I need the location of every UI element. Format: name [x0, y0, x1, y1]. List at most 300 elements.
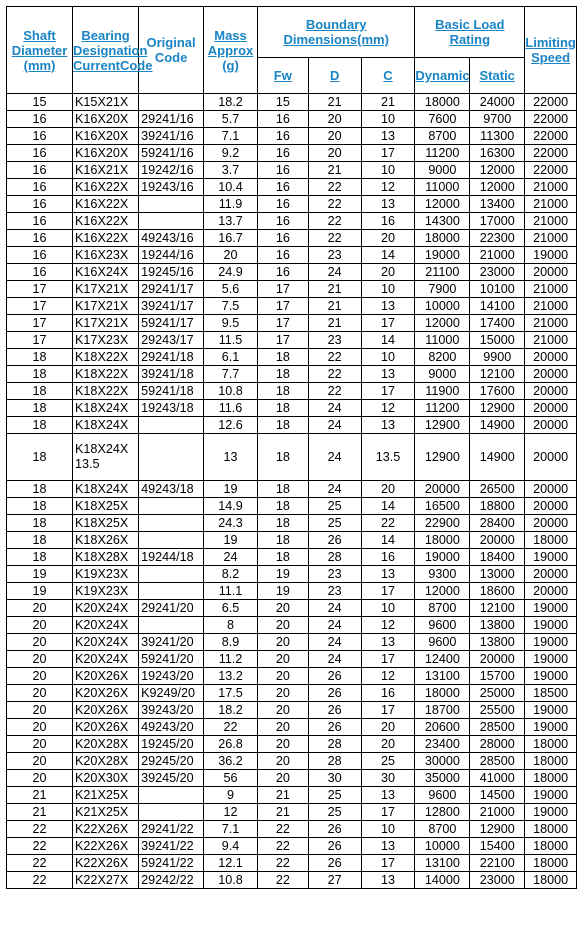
cell-bearing-code: K20X24X: [73, 617, 139, 634]
cell-shaft-diameter: 16: [7, 247, 73, 264]
cell-static-load: 25000: [470, 685, 525, 702]
header-bearing-designation[interactable]: Bearing Designation CurrentCode: [73, 7, 139, 94]
cell-bearing-code: K21X25X: [73, 804, 139, 821]
cell-original-code: [139, 94, 204, 111]
cell-mass: 3.7: [204, 162, 258, 179]
table-row: [7, 111, 577, 128]
cell-shaft-diameter: 16: [7, 145, 73, 162]
cell-mass: 56: [204, 770, 258, 787]
cell-dynamic-load: 11000: [415, 332, 470, 349]
cell-fw: 19: [257, 566, 308, 583]
cell-static-load: 17600: [470, 383, 525, 400]
table-row: [7, 417, 577, 434]
cell-limiting-speed: 20000: [525, 264, 577, 281]
cell-d: 25: [308, 515, 361, 532]
cell-mass: 16.7: [204, 230, 258, 247]
cell-dynamic-load: 9600: [415, 617, 470, 634]
cell-c: 10: [361, 821, 415, 838]
cell-original-code: [139, 417, 204, 434]
cell-d: 28: [308, 736, 361, 753]
cell-original-code: 29241/20: [139, 600, 204, 617]
cell-bearing-code: K18X28X: [73, 549, 139, 566]
cell-mass: 8: [204, 617, 258, 634]
cell-fw: 18: [257, 498, 308, 515]
cell-original-code: 19245/16: [139, 264, 204, 281]
cell-c: 16: [361, 213, 415, 230]
cell-fw: 20: [257, 770, 308, 787]
cell-limiting-speed: 19000: [525, 719, 577, 736]
cell-c: 13.5: [361, 434, 415, 481]
cell-bearing-code: K16X24X: [73, 264, 139, 281]
header-shaft-diameter[interactable]: Shaft Diameter (mm): [7, 7, 73, 94]
cell-dynamic-load: 12000: [415, 315, 470, 332]
cell-limiting-speed: 19000: [525, 247, 577, 264]
header-limiting-speed[interactable]: Limiting Speed: [525, 7, 577, 94]
cell-bearing-code: K22X26X: [73, 838, 139, 855]
cell-c: 13: [361, 128, 415, 145]
cell-shaft-diameter: 18: [7, 400, 73, 417]
cell-fw: 16: [257, 264, 308, 281]
cell-dynamic-load: 9000: [415, 162, 470, 179]
cell-c: 13: [361, 196, 415, 213]
table-row: [7, 634, 577, 651]
cell-fw: 21: [257, 787, 308, 804]
cell-dynamic-load: 8700: [415, 600, 470, 617]
header-static[interactable]: Static: [470, 58, 525, 94]
cell-shaft-diameter: 20: [7, 702, 73, 719]
cell-fw: 17: [257, 315, 308, 332]
table-row: [7, 298, 577, 315]
header-c[interactable]: C: [361, 58, 415, 94]
header-dynamic[interactable]: Dynamic: [415, 58, 470, 94]
table-row: [7, 515, 577, 532]
table-row: [7, 719, 577, 736]
cell-bearing-code: K20X28X: [73, 753, 139, 770]
cell-fw: 18: [257, 532, 308, 549]
cell-shaft-diameter: 18: [7, 383, 73, 400]
cell-limiting-speed: 18000: [525, 532, 577, 549]
cell-static-load: 16300: [470, 145, 525, 162]
cell-c: 17: [361, 651, 415, 668]
cell-c: 20: [361, 719, 415, 736]
cell-fw: 18: [257, 366, 308, 383]
cell-shaft-diameter: 22: [7, 821, 73, 838]
cell-dynamic-load: 23400: [415, 736, 470, 753]
cell-dynamic-load: 19000: [415, 247, 470, 264]
cell-fw: 21: [257, 804, 308, 821]
cell-d: 22: [308, 196, 361, 213]
cell-limiting-speed: 19000: [525, 668, 577, 685]
cell-d: 21: [308, 298, 361, 315]
table-row: [7, 702, 577, 719]
cell-mass: 13: [204, 434, 258, 481]
cell-d: 25: [308, 804, 361, 821]
cell-limiting-speed: 21000: [525, 179, 577, 196]
cell-limiting-speed: 21000: [525, 213, 577, 230]
cell-shaft-diameter: 17: [7, 298, 73, 315]
cell-limiting-speed: 18000: [525, 736, 577, 753]
cell-original-code: 29241/17: [139, 281, 204, 298]
cell-c: 17: [361, 702, 415, 719]
cell-bearing-code: K16X22X: [73, 213, 139, 230]
cell-dynamic-load: 18700: [415, 702, 470, 719]
cell-d: 26: [308, 702, 361, 719]
cell-fw: 16: [257, 179, 308, 196]
table-row: [7, 315, 577, 332]
table-row: [7, 349, 577, 366]
cell-bearing-code: K16X22X: [73, 179, 139, 196]
cell-d: 24: [308, 600, 361, 617]
cell-static-load: 22100: [470, 855, 525, 872]
bearing-table-container: [6, 6, 577, 889]
cell-fw: 20: [257, 685, 308, 702]
cell-fw: 17: [257, 281, 308, 298]
cell-d: 23: [308, 583, 361, 600]
cell-dynamic-load: 9600: [415, 787, 470, 804]
cell-fw: 20: [257, 651, 308, 668]
table-row: [7, 162, 577, 179]
cell-static-load: 28500: [470, 719, 525, 736]
cell-shaft-diameter: 20: [7, 736, 73, 753]
cell-limiting-speed: 21000: [525, 298, 577, 315]
cell-bearing-code: K18X25X: [73, 498, 139, 515]
cell-shaft-diameter: 16: [7, 128, 73, 145]
cell-limiting-speed: 21000: [525, 281, 577, 298]
cell-d: 20: [308, 128, 361, 145]
cell-shaft-diameter: 18: [7, 515, 73, 532]
cell-limiting-speed: 20000: [525, 400, 577, 417]
table-row: [7, 498, 577, 515]
cell-dynamic-load: 9000: [415, 366, 470, 383]
cell-static-load: 18400: [470, 549, 525, 566]
cell-c: 16: [361, 549, 415, 566]
cell-c: 22: [361, 515, 415, 532]
cell-original-code: 39245/20: [139, 770, 204, 787]
cell-mass: 6.5: [204, 600, 258, 617]
cell-fw: 18: [257, 383, 308, 400]
cell-c: 21: [361, 94, 415, 111]
cell-bearing-code: K16X22X: [73, 230, 139, 247]
cell-limiting-speed: 19000: [525, 600, 577, 617]
cell-c: 10: [361, 281, 415, 298]
header-fw[interactable]: Fw: [257, 58, 308, 94]
cell-bearing-code: K19X23X: [73, 566, 139, 583]
cell-limiting-speed: 22000: [525, 145, 577, 162]
cell-static-load: 22300: [470, 230, 525, 247]
table-row: [7, 400, 577, 417]
cell-mass: 36.2: [204, 753, 258, 770]
cell-d: 26: [308, 821, 361, 838]
cell-limiting-speed: 19000: [525, 702, 577, 719]
cell-mass: 10.8: [204, 383, 258, 400]
cell-shaft-diameter: 18: [7, 349, 73, 366]
cell-mass: 24.3: [204, 515, 258, 532]
table-row: [7, 600, 577, 617]
cell-fw: 16: [257, 128, 308, 145]
cell-fw: 16: [257, 196, 308, 213]
table-row: [7, 94, 577, 111]
cell-limiting-speed: 20000: [525, 349, 577, 366]
cell-d: 30: [308, 770, 361, 787]
cell-static-load: 28000: [470, 736, 525, 753]
cell-limiting-speed: 20000: [525, 481, 577, 498]
cell-d: 26: [308, 685, 361, 702]
cell-d: 22: [308, 383, 361, 400]
cell-static-load: 15000: [470, 332, 525, 349]
cell-original-code: [139, 583, 204, 600]
header-mass[interactable]: Mass Approx (g): [204, 7, 258, 94]
table-row: [7, 481, 577, 498]
cell-limiting-speed: 20000: [525, 515, 577, 532]
header-boundary-dimensions[interactable]: Boundary Dimensions(mm): [257, 7, 415, 58]
cell-shaft-diameter: 19: [7, 583, 73, 600]
cell-limiting-speed: 19000: [525, 651, 577, 668]
cell-bearing-code: K16X20X: [73, 111, 139, 128]
cell-bearing-code: K18X22X: [73, 383, 139, 400]
cell-shaft-diameter: 21: [7, 787, 73, 804]
cell-bearing-code: K20X26X: [73, 702, 139, 719]
cell-static-load: 13000: [470, 566, 525, 583]
cell-mass: 18.2: [204, 94, 258, 111]
cell-bearing-code: K18X24X: [73, 481, 139, 498]
cell-dynamic-load: 30000: [415, 753, 470, 770]
table-row: [7, 366, 577, 383]
cell-fw: 16: [257, 145, 308, 162]
cell-c: 17: [361, 804, 415, 821]
cell-dynamic-load: 9600: [415, 634, 470, 651]
cell-original-code: 29245/20: [139, 753, 204, 770]
cell-d: 22: [308, 179, 361, 196]
cell-bearing-code: K16X21X: [73, 162, 139, 179]
cell-d: 24: [308, 651, 361, 668]
cell-shaft-diameter: 22: [7, 838, 73, 855]
cell-shaft-diameter: 18: [7, 366, 73, 383]
cell-c: 14: [361, 532, 415, 549]
cell-c: 12: [361, 400, 415, 417]
cell-dynamic-load: 18000: [415, 230, 470, 247]
cell-fw: 16: [257, 213, 308, 230]
cell-mass: 7.1: [204, 821, 258, 838]
cell-c: 13: [361, 366, 415, 383]
table-row: [7, 821, 577, 838]
cell-limiting-speed: 21000: [525, 315, 577, 332]
cell-original-code: [139, 213, 204, 230]
cell-dynamic-load: 12800: [415, 804, 470, 821]
cell-d: 25: [308, 498, 361, 515]
cell-static-load: 28500: [470, 753, 525, 770]
cell-static-load: 24000: [470, 94, 525, 111]
cell-original-code: 39241/22: [139, 838, 204, 855]
cell-c: 16: [361, 685, 415, 702]
cell-c: 20: [361, 230, 415, 247]
cell-fw: 22: [257, 872, 308, 889]
cell-d: 21: [308, 162, 361, 179]
cell-original-code: [139, 787, 204, 804]
cell-c: 12: [361, 668, 415, 685]
header-d[interactable]: D: [308, 58, 361, 94]
cell-dynamic-load: 14000: [415, 872, 470, 889]
bearing-table: [6, 6, 577, 889]
cell-static-load: 13800: [470, 617, 525, 634]
cell-original-code: 39241/16: [139, 128, 204, 145]
cell-fw: 16: [257, 111, 308, 128]
cell-fw: 18: [257, 515, 308, 532]
cell-bearing-code: K18X25X: [73, 515, 139, 532]
cell-dynamic-load: 13100: [415, 855, 470, 872]
cell-dynamic-load: 12400: [415, 651, 470, 668]
cell-shaft-diameter: 20: [7, 617, 73, 634]
cell-d: 26: [308, 532, 361, 549]
cell-c: 17: [361, 145, 415, 162]
cell-c: 13: [361, 838, 415, 855]
cell-fw: 20: [257, 702, 308, 719]
cell-original-code: [139, 804, 204, 821]
table-body: [7, 94, 577, 889]
cell-shaft-diameter: 19: [7, 566, 73, 583]
cell-bearing-code: K19X23X: [73, 583, 139, 600]
table-row: [7, 434, 577, 481]
cell-original-code: 59241/20: [139, 651, 204, 668]
cell-dynamic-load: 18000: [415, 532, 470, 549]
header-basic-load-rating[interactable]: Basic Load Rating: [415, 7, 525, 58]
cell-original-code: [139, 532, 204, 549]
cell-mass: 6.1: [204, 349, 258, 366]
cell-mass: 19: [204, 481, 258, 498]
cell-mass: 12.6: [204, 417, 258, 434]
cell-bearing-code: K20X26X: [73, 719, 139, 736]
cell-limiting-speed: 20000: [525, 434, 577, 481]
cell-mass: 10.4: [204, 179, 258, 196]
cell-limiting-speed: 19000: [525, 617, 577, 634]
cell-bearing-code: K17X21X: [73, 315, 139, 332]
cell-fw: 22: [257, 855, 308, 872]
cell-dynamic-load: 22900: [415, 515, 470, 532]
cell-d: 23: [308, 566, 361, 583]
cell-bearing-code: K18X24X: [73, 417, 139, 434]
cell-c: 13: [361, 787, 415, 804]
table-row: [7, 332, 577, 349]
cell-static-load: 9900: [470, 349, 525, 366]
cell-d: 21: [308, 315, 361, 332]
cell-shaft-diameter: 22: [7, 855, 73, 872]
cell-bearing-code: K16X22X: [73, 196, 139, 213]
cell-dynamic-load: 10000: [415, 298, 470, 315]
table-row: [7, 213, 577, 230]
cell-fw: 20: [257, 719, 308, 736]
cell-dynamic-load: 8700: [415, 821, 470, 838]
cell-d: 24: [308, 417, 361, 434]
cell-mass: 7.5: [204, 298, 258, 315]
cell-fw: 16: [257, 247, 308, 264]
cell-fw: 18: [257, 417, 308, 434]
cell-bearing-code: K21X25X: [73, 787, 139, 804]
cell-mass: 11.2: [204, 651, 258, 668]
cell-bearing-code: K17X21X: [73, 281, 139, 298]
cell-static-load: 11300: [470, 128, 525, 145]
cell-limiting-speed: 21000: [525, 230, 577, 247]
cell-static-load: 12000: [470, 162, 525, 179]
cell-original-code: 29243/17: [139, 332, 204, 349]
cell-mass: 18.2: [204, 702, 258, 719]
cell-dynamic-load: 35000: [415, 770, 470, 787]
cell-c: 10: [361, 111, 415, 128]
table-row: [7, 128, 577, 145]
cell-dynamic-load: 10000: [415, 838, 470, 855]
cell-dynamic-load: 11900: [415, 383, 470, 400]
cell-shaft-diameter: 18: [7, 481, 73, 498]
cell-limiting-speed: 20000: [525, 583, 577, 600]
cell-c: 10: [361, 600, 415, 617]
cell-c: 12: [361, 617, 415, 634]
cell-fw: 16: [257, 162, 308, 179]
cell-original-code: [139, 196, 204, 213]
cell-original-code: 49243/18: [139, 481, 204, 498]
cell-fw: 18: [257, 349, 308, 366]
cell-d: 21: [308, 94, 361, 111]
cell-mass: 11.9: [204, 196, 258, 213]
cell-d: 26: [308, 719, 361, 736]
cell-dynamic-load: 20000: [415, 481, 470, 498]
cell-fw: 18: [257, 434, 308, 481]
cell-shaft-diameter: 18: [7, 549, 73, 566]
cell-mass: 7.7: [204, 366, 258, 383]
cell-bearing-code: K20X26X: [73, 668, 139, 685]
cell-c: 20: [361, 736, 415, 753]
cell-bearing-code: K16X23X: [73, 247, 139, 264]
cell-original-code: 39241/17: [139, 298, 204, 315]
cell-d: 26: [308, 838, 361, 855]
cell-mass: 5.6: [204, 281, 258, 298]
cell-mass: 12: [204, 804, 258, 821]
cell-fw: 18: [257, 400, 308, 417]
cell-mass: 13.2: [204, 668, 258, 685]
cell-mass: 9.4: [204, 838, 258, 855]
cell-mass: 26.8: [204, 736, 258, 753]
table-row: [7, 838, 577, 855]
cell-original-code: [139, 566, 204, 583]
cell-dynamic-load: 18000: [415, 685, 470, 702]
cell-c: 17: [361, 855, 415, 872]
cell-limiting-speed: 21000: [525, 332, 577, 349]
cell-original-code: 19245/20: [139, 736, 204, 753]
cell-d: 22: [308, 230, 361, 247]
table-row: [7, 566, 577, 583]
table-row: [7, 804, 577, 821]
table-row: [7, 753, 577, 770]
cell-d: 22: [308, 349, 361, 366]
cell-dynamic-load: 8700: [415, 128, 470, 145]
cell-shaft-diameter: 16: [7, 179, 73, 196]
cell-shaft-diameter: 17: [7, 332, 73, 349]
cell-limiting-speed: 18000: [525, 821, 577, 838]
cell-c: 17: [361, 315, 415, 332]
cell-shaft-diameter: 18: [7, 498, 73, 515]
cell-shaft-diameter: 22: [7, 872, 73, 889]
cell-mass: 9.2: [204, 145, 258, 162]
cell-limiting-speed: 18000: [525, 838, 577, 855]
cell-shaft-diameter: 20: [7, 770, 73, 787]
cell-shaft-diameter: 20: [7, 719, 73, 736]
cell-c: 30: [361, 770, 415, 787]
cell-bearing-code: K20X24X: [73, 634, 139, 651]
table-row: [7, 145, 577, 162]
cell-static-load: 18600: [470, 583, 525, 600]
cell-original-code: [139, 515, 204, 532]
cell-bearing-code: K20X28X: [73, 736, 139, 753]
cell-c: 20: [361, 264, 415, 281]
cell-fw: 20: [257, 736, 308, 753]
cell-shaft-diameter: 20: [7, 668, 73, 685]
